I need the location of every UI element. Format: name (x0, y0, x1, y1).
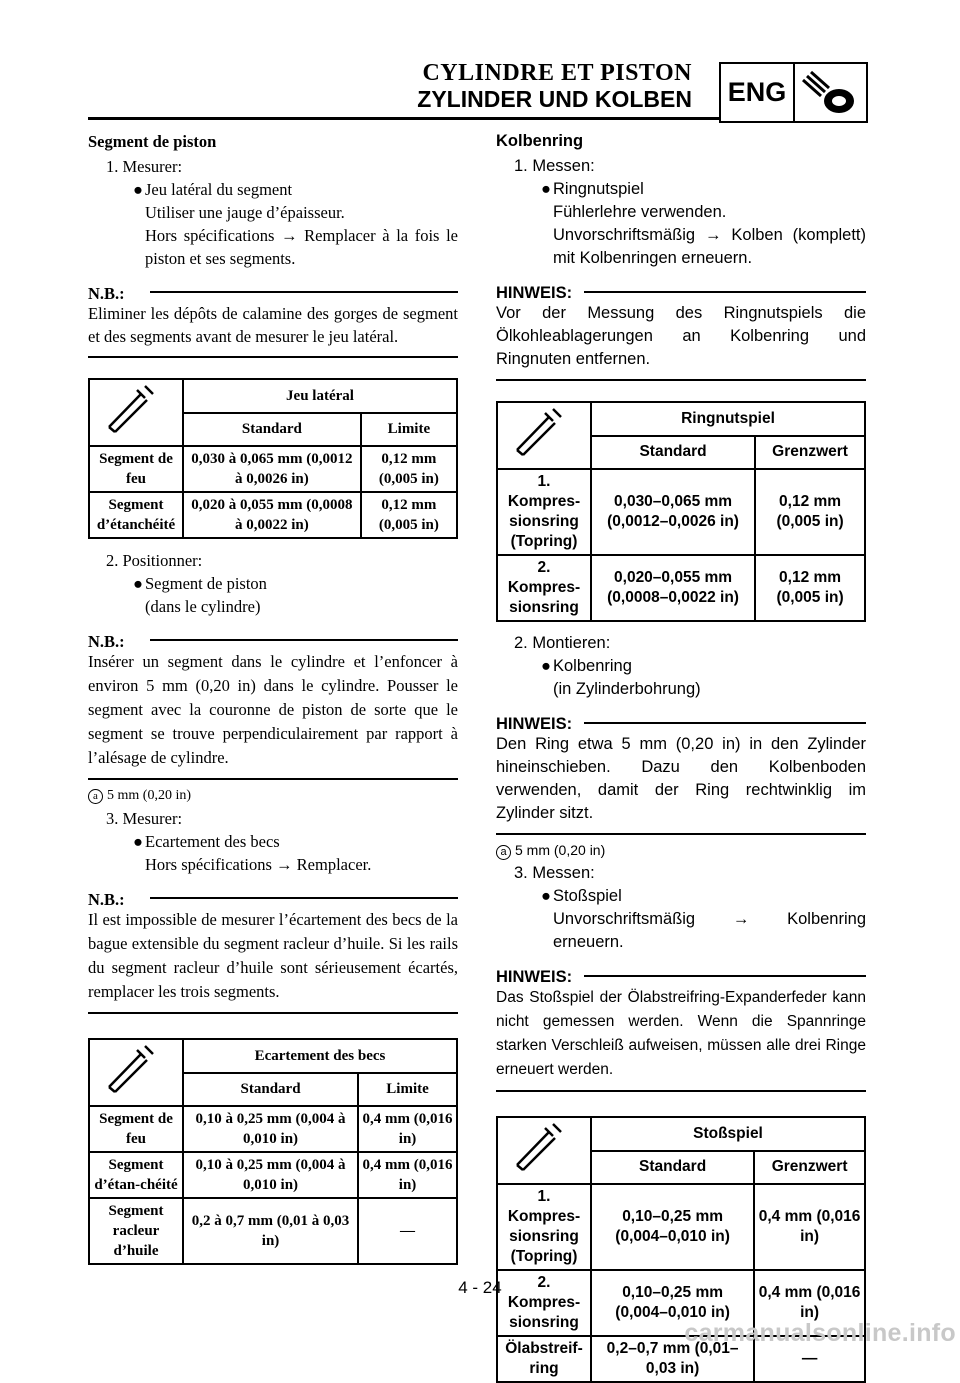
note-heading: HINWEIS: (496, 282, 866, 302)
table-row: 1. Kompres-sionsring (Topring) 0,10–0,25 mm (0,004–0,010 in) 0,4 mm (0,016 in) (497, 1184, 865, 1270)
note-heading: HINWEIS: (496, 966, 866, 986)
bullet-item: ● Ecartement des becs (133, 832, 280, 851)
note-heading: N.B.: (88, 282, 458, 302)
instruction-line: Unvorschriftsmäßig → Kolbenring erneuern. (553, 910, 866, 951)
table-row: Segment d’étan-chéité 0,10 à 0,25 mm (0,004 à 0,010 in) 0,4 mm (0,016 in) (89, 1152, 457, 1198)
step-3: 3. Messen: (514, 864, 595, 882)
note-heading: N.B.: (88, 888, 458, 908)
column-header-standard: Standard (183, 1073, 358, 1107)
spec-table-ring-groove-clearance (496, 401, 866, 622)
section-heading: Kolbenring (496, 132, 584, 150)
column-header-limit: Limite (358, 1073, 457, 1107)
bullet-item: ● Stoßspiel (496, 885, 866, 908)
instruction-line: (in Zylinderbohrung) (553, 680, 701, 698)
note-text: Il est impossible de mesurer l’écartement des becs de la bague extensible du segment racleur d’huile. Si les rails du segment racleur d’huile sont sérieusement écartés, remplacer les trois segments. (88, 908, 458, 1014)
reference-letter: a (88, 789, 103, 804)
note-heading: N.B.: (88, 630, 458, 650)
watermark: carmanualsonline.info (684, 1319, 956, 1347)
table-heading: Ecartement des becs (183, 1039, 457, 1073)
table-heading: Stoßspiel (591, 1117, 865, 1151)
step-2: 2. Montieren: (514, 634, 611, 652)
instruction-line: Hors spécifications → Remplacer. (145, 855, 372, 874)
column-header-limit: Grenzwert (754, 1151, 865, 1185)
eng-badge (719, 62, 868, 123)
spec-table-side-clearance (88, 378, 458, 539)
page-number: 4 - 24 (458, 1278, 502, 1297)
instruction-line: Fühlerlehre verwenden. (553, 203, 727, 221)
bullet-icon: ● (541, 887, 551, 905)
caliper-icon (89, 1039, 183, 1106)
bullet-item: ● Kolbenring (496, 655, 866, 678)
bullet-item: ● Jeu latéral du segment (133, 180, 293, 199)
bullet-icon: ● (133, 832, 143, 851)
french-column (88, 128, 458, 1265)
step-1: 1. Messen: (514, 157, 595, 175)
note-text: Den Ring etwa 5 mm (0,20 in) in den Zylinder hineinschieben. Dazu den Kolbenboden verwenden, damit der Ring rechtwinklig im Zylinder sitzt. (496, 733, 866, 835)
table-row: Segment de feu 0,10 à 0,25 mm (0,004 à 0,010 in) 0,4 mm (0,016 in) (89, 1106, 457, 1152)
table-row: 2. Kompres-sionsring 0,10–0,25 mm (0,004–0,010 in) 0,4 mm (0,016 in) (497, 1270, 865, 1336)
note-heading: HINWEIS: (496, 713, 866, 733)
instruction-line: (dans le cylindre) (145, 597, 261, 616)
eng-label: ENG (721, 64, 795, 121)
instruction-line: Hors spécifications → Remplacer à la fois le piston et ses segments. (145, 226, 458, 268)
caliper-icon (497, 1117, 591, 1184)
reference-a: a 5 mm (0,20 in) (88, 784, 458, 807)
table-row: 1. Kompres-sionsring (Topring) 0,030–0,065 mm (0,0012–0,0026 in) 0,12 mm (0,005 in) (497, 469, 865, 555)
column-header-limit: Limite (361, 413, 457, 447)
reference-a: a 5 mm (0,20 in) (496, 839, 866, 862)
bullet-icon: ● (133, 180, 143, 199)
section-title-fr: CYLINDRE ET PISTON (422, 60, 692, 86)
table-heading: Jeu latéral (183, 379, 457, 413)
bullet-icon: ● (541, 657, 551, 675)
caliper-icon (89, 379, 183, 446)
table-row: Segment d’étanchéité 0,020 à 0,055 mm (0,0008 à 0,0022 in) 0,12 mm (0,005 in) (89, 492, 457, 538)
table-row: Segment racleur d’huile 0,2 à 0,7 mm (0,01 à 0,03 in) — (89, 1198, 457, 1264)
section-title-de: ZYLINDER UND KOLBEN (417, 86, 692, 112)
column-header-standard: Standard (183, 413, 361, 447)
column-header-limit: Grenzwert (755, 436, 865, 470)
table-row: Segment de feu 0,030 à 0,065 mm (0,0012 à 0,0026 in) 0,12 mm (0,005 in) (89, 446, 457, 492)
note-text: Eliminer les dépôts de calamine des gorges de segment et des segments avant de mesurer le jeu latéral. (88, 302, 458, 358)
caliper-icon (497, 402, 591, 469)
bullet-item: ● Ringnutspiel (496, 178, 866, 201)
bullet-icon: ● (541, 180, 551, 198)
engine-wrench-icon (795, 66, 863, 119)
table-row: 2. Kompres-sionsring 0,020–0,055 mm (0,0008–0,0022 in) 0,12 mm (0,005 in) (497, 555, 865, 621)
step-2: 2. Positionner: (106, 551, 203, 570)
table-heading: Ringnutspiel (591, 402, 865, 436)
note-text: Vor der Messung des Ringnutspiels die Ölkohleablagerungen an Kolbenring und Ringnuten entfernen. (496, 302, 866, 381)
reference-letter: a (496, 845, 511, 860)
german-column (496, 128, 866, 1383)
note-text: Insérer un segment dans le cylindre et l’enfoncer à environ 5 mm (0,20 in) dans le cylindre. Pousser le segment avec la couronne de piston de sorte que le segment se trouve perpendiculairement par rapport à l’alésage de cylindre. (88, 650, 458, 780)
section-heading: Segment de piston (88, 132, 217, 151)
step-3: 3. Mesurer: (106, 809, 183, 828)
bullet-icon: ● (133, 574, 143, 593)
table-row: Ölabstreif-ring 0,2–0,7 mm (0,01–0,03 in) — (497, 1336, 865, 1382)
note-text: Das Stoßspiel der Ölabstreifring-Expanderfeder kann nicht gemessen werden. Wenn die Spannringe starken Verschleiß aufweisen, müssen alle drei Ringe erneuert werden. (496, 986, 866, 1092)
step-1: 1. Mesurer: (106, 157, 183, 176)
instruction-line: Unvorschriftsmäßig → Kolben (komplett) mit Kolbenringen erneuern. (553, 226, 866, 267)
column-header-standard: Standard (591, 436, 755, 470)
instruction-line: Utiliser une jauge d’épaisseur. (145, 203, 345, 222)
spec-table-end-gap (88, 1038, 458, 1265)
bullet-item: ● Segment de piston (133, 574, 267, 593)
column-header-standard: Standard (591, 1151, 754, 1185)
